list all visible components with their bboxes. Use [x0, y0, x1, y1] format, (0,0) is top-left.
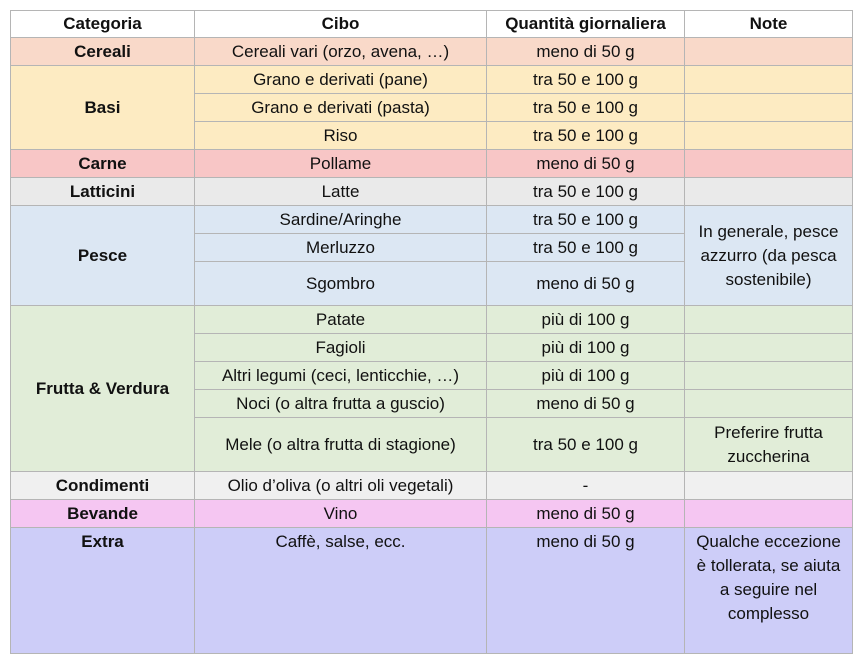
table-row [11, 150, 853, 178]
food-cell: Noci (o altra frutta a guscio) [195, 390, 487, 418]
note-cell: Preferire frutta zuccherina [685, 418, 853, 472]
note-cell [685, 390, 853, 418]
quantity-cell: meno di 50 g [487, 500, 685, 528]
food-cell: Cereali vari (orzo, avena, …) [195, 38, 487, 66]
table-row [11, 306, 853, 334]
food-cell: Mele (o altra frutta di stagione) [195, 418, 487, 472]
quantity-cell: più di 100 g [487, 362, 685, 390]
table-row [11, 178, 853, 206]
food-cell: Caffè, salse, ecc. [195, 528, 487, 654]
note-cell [685, 472, 853, 500]
category-cell: Pesce [11, 206, 195, 306]
note-cell [685, 38, 853, 66]
note-cell: Qualche eccezione è tollerata, se aiuta a seguire nel complesso [685, 528, 853, 654]
quantity-cell: tra 50 e 100 g [487, 418, 685, 472]
table-row [11, 472, 853, 500]
food-cell: Fagioli [195, 334, 487, 362]
category-cell: Latticini [11, 178, 195, 206]
food-cell: Pollame [195, 150, 487, 178]
table-row [11, 500, 853, 528]
food-cell: Latte [195, 178, 487, 206]
table-row [11, 206, 853, 234]
diet-table [10, 10, 853, 654]
note-cell [685, 122, 853, 150]
quantity-cell: tra 50 e 100 g [487, 178, 685, 206]
food-cell: Vino [195, 500, 487, 528]
note-cell [685, 500, 853, 528]
quantity-cell: tra 50 e 100 g [487, 94, 685, 122]
note-cell: In generale, pesce azzurro (da pesca sostenibile) [685, 206, 853, 306]
header-categoria: Categoria [11, 11, 195, 38]
quantity-cell: meno di 50 g [487, 262, 685, 306]
category-cell: Basi [11, 66, 195, 150]
category-cell: Extra [11, 528, 195, 654]
category-cell: Condimenti [11, 472, 195, 500]
quantity-cell: meno di 50 g [487, 528, 685, 654]
note-cell [685, 66, 853, 94]
quantity-cell: tra 50 e 100 g [487, 234, 685, 262]
table-row [11, 66, 853, 94]
note-cell [685, 334, 853, 362]
note-cell [685, 150, 853, 178]
food-cell: Riso [195, 122, 487, 150]
category-cell: Cereali [11, 38, 195, 66]
table-row [11, 528, 853, 654]
header-cibo: Cibo [195, 11, 487, 38]
quantity-cell: meno di 50 g [487, 150, 685, 178]
category-cell: Bevande [11, 500, 195, 528]
category-cell: Carne [11, 150, 195, 178]
quantity-cell: meno di 50 g [487, 390, 685, 418]
quantity-cell: più di 100 g [487, 306, 685, 334]
note-cell [685, 178, 853, 206]
food-cell: Sgombro [195, 262, 487, 306]
food-cell: Sardine/Aringhe [195, 206, 487, 234]
quantity-cell: - [487, 472, 685, 500]
quantity-cell: meno di 50 g [487, 38, 685, 66]
note-cell [685, 362, 853, 390]
food-cell: Olio d’oliva (o altri oli vegetali) [195, 472, 487, 500]
category-cell: Frutta & Verdura [11, 306, 195, 472]
food-cell: Altri legumi (ceci, lenticchie, …) [195, 362, 487, 390]
quantity-cell: più di 100 g [487, 334, 685, 362]
quantity-cell: tra 50 e 100 g [487, 66, 685, 94]
note-cell [685, 306, 853, 334]
table-header [11, 11, 853, 38]
header-row [11, 11, 853, 38]
food-cell: Grano e derivati (pane) [195, 66, 487, 94]
table-row [11, 38, 853, 66]
food-cell: Grano e derivati (pasta) [195, 94, 487, 122]
food-cell: Merluzzo [195, 234, 487, 262]
header-note: Note [685, 11, 853, 38]
quantity-cell: tra 50 e 100 g [487, 206, 685, 234]
note-cell [685, 94, 853, 122]
header-quantita: Quantità giornaliera [487, 11, 685, 38]
food-cell: Patate [195, 306, 487, 334]
table-body [11, 38, 853, 654]
quantity-cell: tra 50 e 100 g [487, 122, 685, 150]
